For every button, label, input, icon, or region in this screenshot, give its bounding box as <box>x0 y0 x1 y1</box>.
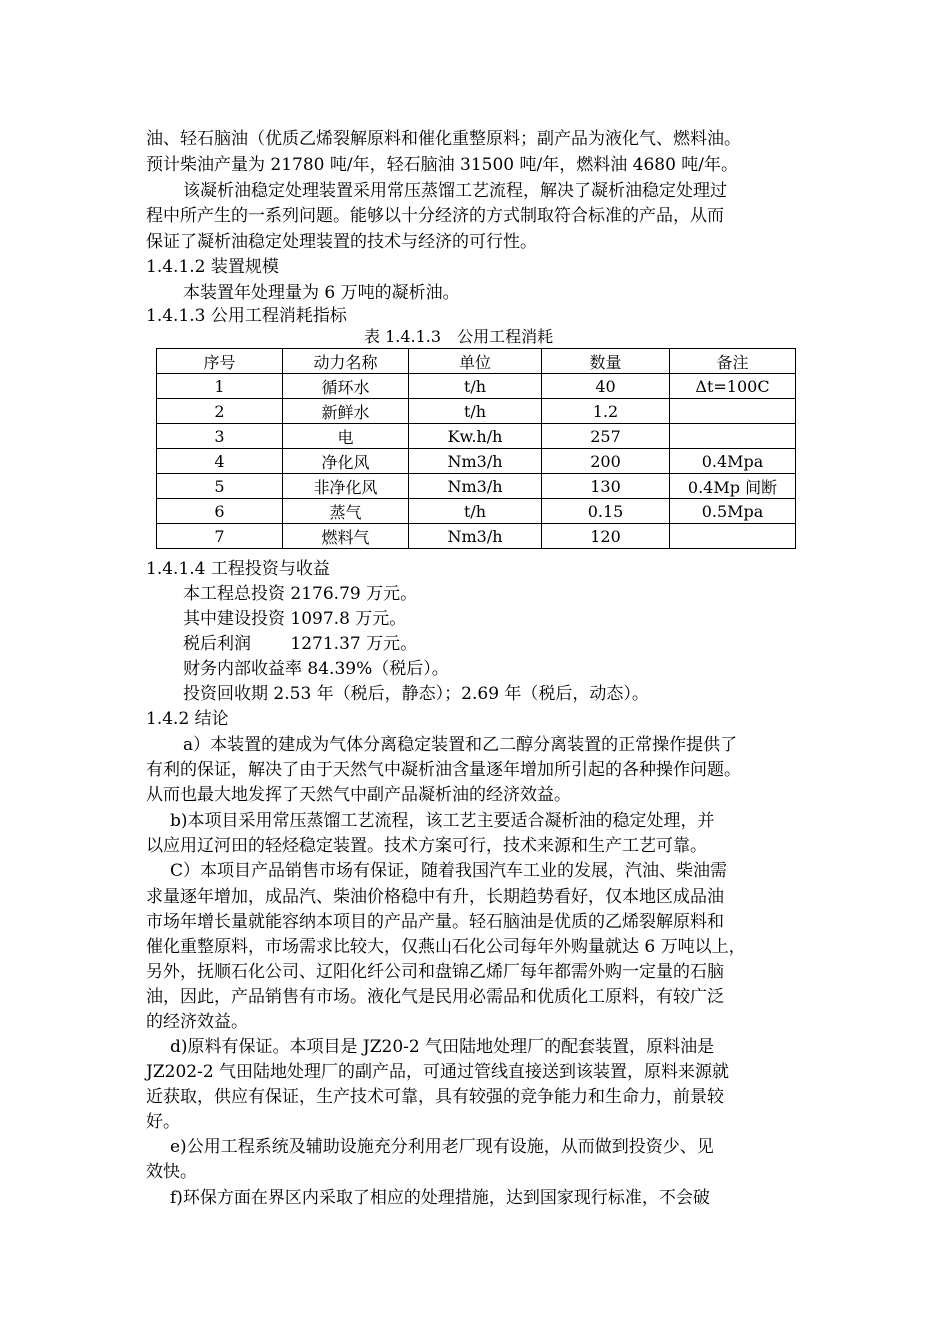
table-cell: 新鲜水 <box>283 399 409 424</box>
text-line: 程中所产生的一系列问题。能够以十分经济的方式制取符合标准的产品，从而 <box>146 206 724 226</box>
table-cell: 0.15 <box>542 499 670 524</box>
text-line: 以应用辽河田的轻烃稳定装置。技术方案可行，技术来源和生产工艺可靠。 <box>146 836 707 856</box>
table-cell: 非净化风 <box>283 474 409 499</box>
table-cell: 200 <box>542 449 670 474</box>
table-cell: 130 <box>542 474 670 499</box>
text-line: 预计柴油产量为 21780 吨/年，轻石脑油 31500 吨/年，燃料油 4680 吨/年。 <box>146 155 739 175</box>
column-header: 动力名称 <box>283 349 409 374</box>
text-line: 有利的保证，解决了由于天然气中凝析油含量逐年增加所引起的各种操作问题。 <box>146 760 741 780</box>
table-cell: 7 <box>157 524 283 549</box>
section-heading: 1.4.1.4 工程投资与收益 <box>146 559 330 579</box>
table-cell: Nm3/h <box>409 524 542 549</box>
table-cell: Δt=100C <box>670 374 796 399</box>
table-cell: t/h <box>409 399 542 424</box>
table-caption: 表 1.4.1.3 公用工程消耗 <box>364 327 554 346</box>
table-cell: 蒸气 <box>283 499 409 524</box>
text-line: 好。 <box>146 1112 180 1132</box>
text-line: a）本装置的建成为气体分离稳定装置和乙二醇分离装置的正常操作提供了 <box>183 735 738 755</box>
text-line: 催化重整原料，市场需求比较大，仅燕山石化公司每年外购量就达 6 万吨以上， <box>146 937 746 957</box>
table-cell: 燃料气 <box>283 524 409 549</box>
table-header-row <box>157 349 796 374</box>
section-heading: 1.4.2 结论 <box>146 709 229 729</box>
section-heading: 1.4.1.2 装置规模 <box>146 257 279 277</box>
table-cell: 257 <box>542 424 670 449</box>
text-line: 市场年增长量就能容纳本项目的产品产量。轻石脑油是优质的乙烯裂解原料和 <box>146 912 724 932</box>
text-line: JZ202-2 气田陆地处理厂的副产品，可通过管线直接送到该装置，原料来源就 <box>146 1062 730 1082</box>
text-line: C）本项目产品销售市场有保证，随着我国汽车工业的发展，汽油、柴油需 <box>170 861 728 881</box>
table-cell: 40 <box>542 374 670 399</box>
table-cell: 净化风 <box>283 449 409 474</box>
text-line: 投资回收期 2.53 年（税后，静态）；2.69 年（税后，动态）。 <box>183 684 649 704</box>
column-header: 单位 <box>409 349 542 374</box>
table-row <box>157 374 796 399</box>
column-header: 备注 <box>670 349 796 374</box>
table-cell <box>670 399 796 424</box>
text-line: 油、轻石脑油（优质乙烯裂解原料和催化重整原料；副产品为液化气、燃料油。 <box>146 129 741 149</box>
table-cell: Kw.h/h <box>409 424 542 449</box>
table-cell: 0.5Mpa <box>670 499 796 524</box>
table-cell <box>670 524 796 549</box>
table-cell: 6 <box>157 499 283 524</box>
text-line: 本装置年处理量为 6 万吨的凝析油。 <box>183 283 460 303</box>
text-line: 保证了凝析油稳定处理装置的技术与经济的可行性。 <box>146 232 537 252</box>
table-cell: Nm3/h <box>409 449 542 474</box>
table-cell: 4 <box>157 449 283 474</box>
text-line: f)环保方面在界区内采取了相应的处理措施，达到国家现行标准，不会破 <box>170 1188 710 1208</box>
text-line: 该凝析油稳定处理装置采用常压蒸馏工艺流程，解决了凝析油稳定处理过 <box>183 181 727 201</box>
table-cell: 5 <box>157 474 283 499</box>
table-cell: 1 <box>157 374 283 399</box>
table-cell: t/h <box>409 499 542 524</box>
table-cell: 1.2 <box>542 399 670 424</box>
table-cell: 3 <box>157 424 283 449</box>
text-line: 财务内部收益率 84.39%（税后）。 <box>183 659 449 679</box>
text-line: 另外，抚顺石化公司、辽阳化纤公司和盘锦乙烯厂每年都需外购一定量的石脑 <box>146 962 724 982</box>
table-row <box>157 474 796 499</box>
table-cell <box>670 424 796 449</box>
column-header: 序号 <box>157 349 283 374</box>
text-line: 本工程总投资 2176.79 万元。 <box>183 584 418 604</box>
table-cell: 0.4Mp 间断 <box>670 474 796 499</box>
table-row <box>157 524 796 549</box>
column-header: 数量 <box>542 349 670 374</box>
text-line: 税后利润 1271.37 万元。 <box>183 634 418 654</box>
text-line: 其中建设投资 1097.8 万元。 <box>183 609 407 629</box>
text-line: 油，因此，产品销售有市场。液化气是民用必需品和优质化工原料，有较广泛 <box>146 987 724 1007</box>
text-line: 近获取，供应有保证，生产技术可靠，具有较强的竞争能力和生命力，前景较 <box>146 1087 724 1107</box>
text-line: 的经济效益。 <box>146 1012 248 1032</box>
text-line: b)本项目采用常压蒸馏工艺流程，该工艺主要适合凝析油的稳定处理，并 <box>170 811 715 831</box>
text-line: d)原料有保证。本项目是 JZ20-2 气田陆地处理厂的配套装置，原料油是 <box>170 1037 715 1057</box>
table-cell: 电 <box>283 424 409 449</box>
utility-consumption-table <box>156 348 796 549</box>
table-cell: 0.4Mpa <box>670 449 796 474</box>
table-cell: 循环水 <box>283 374 409 399</box>
table-row <box>157 399 796 424</box>
text-line: 从而也最大地发挥了天然气中副产品凝析油的经济效益。 <box>146 785 571 805</box>
table-row <box>157 499 796 524</box>
text-line: 求量逐年增加，成品汽、柴油价格稳中有升，长期趋势看好，仅本地区成品油 <box>146 887 724 907</box>
section-heading: 1.4.1.3 公用工程消耗指标 <box>146 306 347 326</box>
table-cell: Nm3/h <box>409 474 542 499</box>
table-cell: t/h <box>409 374 542 399</box>
table-row <box>157 424 796 449</box>
table-row <box>157 449 796 474</box>
table-cell: 120 <box>542 524 670 549</box>
table-cell: 2 <box>157 399 283 424</box>
text-line: e)公用工程系统及辅助设施充分利用老厂现有设施，从而做到投资少、见 <box>170 1137 714 1157</box>
text-line: 效快。 <box>146 1162 197 1182</box>
